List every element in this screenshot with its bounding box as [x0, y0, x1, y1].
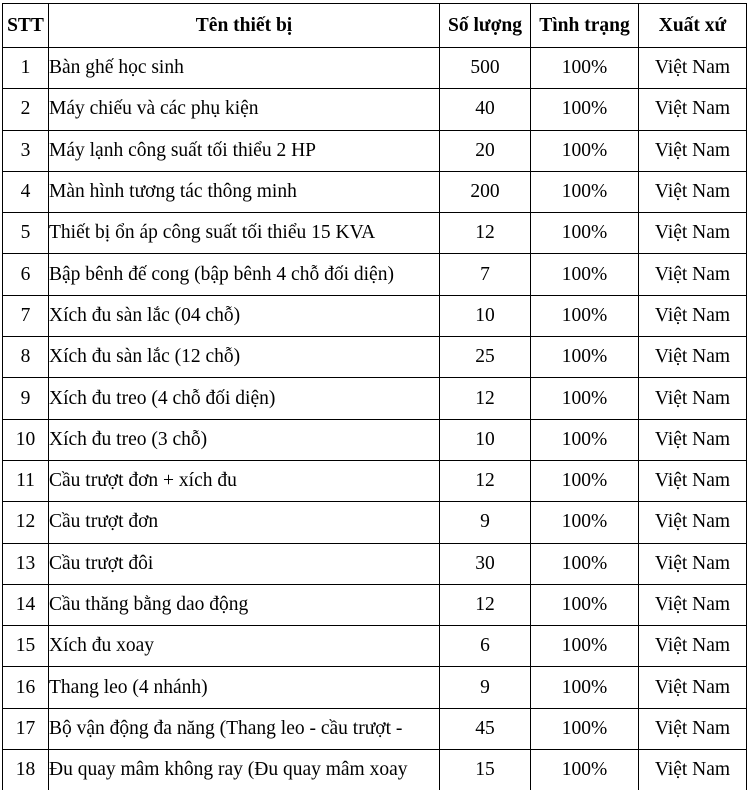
- cell-quantity: 500: [440, 48, 531, 89]
- table-row: [3, 502, 747, 543]
- cell-status: 100%: [531, 130, 639, 171]
- cell-status: 100%: [531, 708, 639, 749]
- cell-quantity: 30: [440, 543, 531, 584]
- cell-status: 100%: [531, 460, 639, 501]
- cell-status: 100%: [531, 626, 639, 667]
- cell-status: 100%: [531, 48, 639, 89]
- cell-equipment-name: Màn hình tương tác thông minh: [49, 171, 440, 212]
- cell-origin: Việt Nam: [639, 502, 747, 543]
- cell-origin: Việt Nam: [639, 378, 747, 419]
- cell-equipment-name: Thiết bị ổn áp công suất tối thiểu 15 KVA: [49, 213, 440, 254]
- cell-equipment-name: Xích đu sàn lắc (04 chỗ): [49, 295, 440, 336]
- cell-status: 100%: [531, 584, 639, 625]
- cell-origin: Việt Nam: [639, 89, 747, 130]
- cell-status: 100%: [531, 543, 639, 584]
- cell-equipment-name: Xích đu xoay: [49, 626, 440, 667]
- cell-status: 100%: [531, 750, 639, 790]
- cell-stt: 18: [3, 750, 49, 790]
- cell-stt: 3: [3, 130, 49, 171]
- cell-equipment-name: Xích đu treo (4 chỗ đối diện): [49, 378, 440, 419]
- cell-stt: 9: [3, 378, 49, 419]
- cell-quantity: 10: [440, 419, 531, 460]
- table-row: [3, 337, 747, 378]
- cell-quantity: 40: [440, 89, 531, 130]
- cell-equipment-name: Máy chiếu và các phụ kiện: [49, 89, 440, 130]
- cell-origin: Việt Nam: [639, 171, 747, 212]
- cell-stt: 16: [3, 667, 49, 708]
- cell-origin: Việt Nam: [639, 419, 747, 460]
- cell-stt: 7: [3, 295, 49, 336]
- cell-status: 100%: [531, 171, 639, 212]
- cell-stt: 13: [3, 543, 49, 584]
- cell-quantity: 25: [440, 337, 531, 378]
- cell-equipment-name: Cầu trượt đơn: [49, 502, 440, 543]
- cell-stt: 5: [3, 213, 49, 254]
- cell-stt: 8: [3, 337, 49, 378]
- table-row: [3, 543, 747, 584]
- header-row: [3, 4, 747, 48]
- table-row: [3, 584, 747, 625]
- cell-equipment-name: Bàn ghế học sinh: [49, 48, 440, 89]
- cell-stt: 4: [3, 171, 49, 212]
- cell-equipment-name: Bộ vận động đa năng (Thang leo - cầu trượt -: [49, 708, 440, 749]
- cell-origin: Việt Nam: [639, 750, 747, 790]
- cell-origin: Việt Nam: [639, 626, 747, 667]
- header-name: Tên thiết bị: [49, 4, 440, 48]
- cell-status: 100%: [531, 213, 639, 254]
- cell-origin: Việt Nam: [639, 254, 747, 295]
- cell-origin: Việt Nam: [639, 543, 747, 584]
- cell-status: 100%: [531, 502, 639, 543]
- cell-status: 100%: [531, 337, 639, 378]
- cell-origin: Việt Nam: [639, 337, 747, 378]
- cell-quantity: 12: [440, 378, 531, 419]
- cell-origin: Việt Nam: [639, 584, 747, 625]
- cell-origin: Việt Nam: [639, 667, 747, 708]
- cell-origin: Việt Nam: [639, 130, 747, 171]
- cell-origin: Việt Nam: [639, 213, 747, 254]
- cell-status: 100%: [531, 419, 639, 460]
- cell-stt: 12: [3, 502, 49, 543]
- cell-status: 100%: [531, 667, 639, 708]
- table-row: [3, 48, 747, 89]
- table-row: [3, 460, 747, 501]
- cell-quantity: 10: [440, 295, 531, 336]
- cell-equipment-name: Thang leo (4 nhánh): [49, 667, 440, 708]
- cell-stt: 15: [3, 626, 49, 667]
- table-row: [3, 378, 747, 419]
- cell-quantity: 12: [440, 460, 531, 501]
- cell-stt: 14: [3, 584, 49, 625]
- cell-stt: 2: [3, 89, 49, 130]
- cell-origin: Việt Nam: [639, 708, 747, 749]
- cell-equipment-name: Máy lạnh công suất tối thiểu 2 HP: [49, 130, 440, 171]
- table-body: [3, 48, 747, 790]
- cell-equipment-name: Cầu trượt đôi: [49, 543, 440, 584]
- cell-quantity: 12: [440, 213, 531, 254]
- table-row: [3, 130, 747, 171]
- cell-equipment-name: Cầu thăng bằng dao động: [49, 584, 440, 625]
- header-qty: Số lượng: [440, 4, 531, 48]
- table-header: [3, 4, 747, 48]
- cell-quantity: 20: [440, 130, 531, 171]
- cell-status: 100%: [531, 295, 639, 336]
- table-row: [3, 89, 747, 130]
- cell-status: 100%: [531, 254, 639, 295]
- table-row: [3, 708, 747, 749]
- table-row: [3, 626, 747, 667]
- cell-status: 100%: [531, 89, 639, 130]
- table-row: [3, 213, 747, 254]
- equipment-table: [2, 3, 747, 790]
- header-status: Tình trạng: [531, 4, 639, 48]
- cell-quantity: 15: [440, 750, 531, 790]
- cell-origin: Việt Nam: [639, 460, 747, 501]
- cell-stt: 1: [3, 48, 49, 89]
- table-row: [3, 295, 747, 336]
- cell-equipment-name: Xích đu sàn lắc (12 chỗ): [49, 337, 440, 378]
- cell-quantity: 9: [440, 502, 531, 543]
- cell-quantity: 9: [440, 667, 531, 708]
- header-origin: Xuất xứ: [639, 4, 747, 48]
- cell-equipment-name: Đu quay mâm không ray (Đu quay mâm xoay: [49, 750, 440, 790]
- cell-quantity: 12: [440, 584, 531, 625]
- cell-status: 100%: [531, 378, 639, 419]
- cell-quantity: 45: [440, 708, 531, 749]
- cell-origin: Việt Nam: [639, 295, 747, 336]
- cell-quantity: 6: [440, 626, 531, 667]
- cell-stt: 6: [3, 254, 49, 295]
- table-row: [3, 171, 747, 212]
- header-stt: STT: [3, 4, 49, 48]
- cell-equipment-name: Bập bênh đế cong (bập bênh 4 chỗ đối diện): [49, 254, 440, 295]
- cell-stt: 17: [3, 708, 49, 749]
- cell-origin: Việt Nam: [639, 48, 747, 89]
- cell-stt: 11: [3, 460, 49, 501]
- cell-quantity: 7: [440, 254, 531, 295]
- cell-equipment-name: Xích đu treo (3 chỗ): [49, 419, 440, 460]
- cell-quantity: 200: [440, 171, 531, 212]
- table-row: [3, 667, 747, 708]
- table-row: [3, 750, 747, 790]
- cell-equipment-name: Cầu trượt đơn + xích đu: [49, 460, 440, 501]
- table-row: [3, 419, 747, 460]
- table-row: [3, 254, 747, 295]
- cell-stt: 10: [3, 419, 49, 460]
